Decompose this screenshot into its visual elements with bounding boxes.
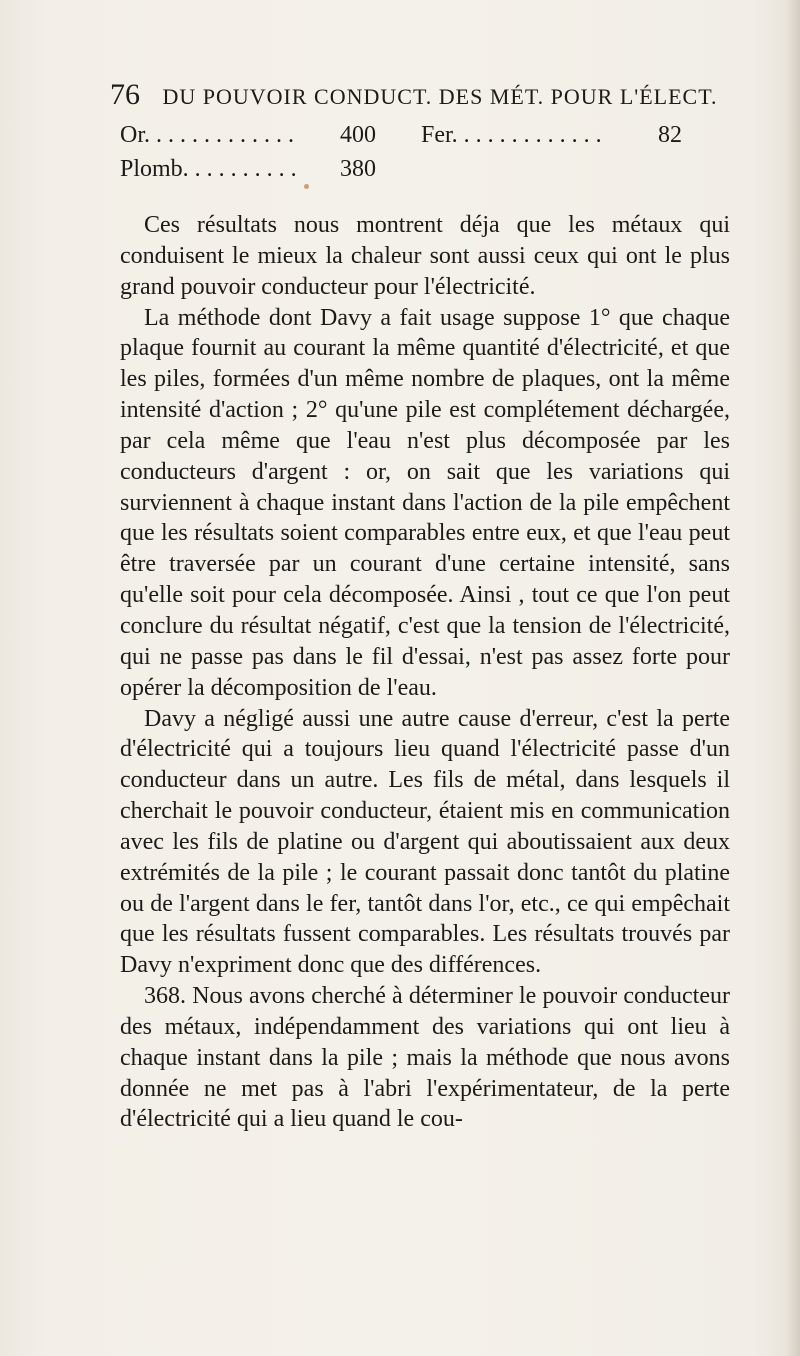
table-row (120, 118, 730, 152)
table-row (120, 152, 730, 186)
paragraph: La méthode dont Davy a fait usage suppose 1° que chaque plaque fournit au courant la même quantité d'électricité, et que les piles, formées d'un même nombre de plaques, ont la même intensité d'action ; 2° qu'une pile est complétement déchargée, par cela même que l'eau n'est plus décomposée par les conducteurs d'argent : or, on sait que les variations qui surviennent à chaque instant dans l'action de la pile empêchent que les résultats soient comparables entre eux, et que l'eau peut être traversée par un courant d'une certaine intensité, sans qu'elle soit pour cela décomposée. Ainsi , tout ce que l'on peut conclure du résultat négatif, c'est que la tension de l'électricité, qui ne passe pas dans le fil d'essai, n'est pas assez forte pour opérer la décomposition de l'eau. (120, 304, 730, 701)
table-cell-value: 82 (658, 122, 682, 148)
page-edge-shadow (786, 0, 800, 1356)
conductivity-table (120, 118, 730, 186)
table-cell-metal: Fer. . . . . . . . . . . . . (421, 122, 602, 148)
table-cell-value: 380 (340, 156, 376, 182)
paragraph: 368. Nous avons cherché à déterminer le pouvoir conducteur des métaux, indépendamment des variations qui ont lieu à chaque instant dans la pile ; mais la méthode que nous avons donnée ne met pas à l'abri l'expérimentateur, de la perte d'électricité qui a lieu quand le cou- (120, 983, 730, 1133)
paragraph: Davy a négligé aussi une autre cause d'erreur, c'est la perte d'électricité qui a toujours lieu quand l'électricité passe d'un conducteur dans un autre. Les fils de métal, dans lesquels il cherchait le pouvoir conducteur, étaient mis en communication avec les fils de platine ou d'argent qui aboutissaient aux deux extrémités de la pile ; le courant passait donc tantôt du platine ou de l'argent dans le fer, tantôt dans l'or, etc., ce qui empêchait que les résultats fussent comparables. Les résultats trouvés par Davy n'expriment donc que des différences. (120, 705, 730, 979)
page-number: 76 (110, 78, 140, 111)
table-cell-metal: Or. . . . . . . . . . . . . (120, 122, 294, 148)
table-cell-metal: Plomb. . . . . . . . . . (120, 156, 297, 182)
body-text (120, 210, 730, 1135)
running-title: DU POUVOIR CONDUCT. DES MÉT. POUR L'ÉLECT. (162, 84, 718, 109)
running-header (110, 78, 730, 112)
paragraph: Ces résultats nous montrent déja que les métaux qui conduisent le mieux la chaleur sont aussi ceux qui ont le plus grand pouvoir conducteur pour l'électricité. (120, 212, 730, 300)
ink-speck (304, 184, 309, 189)
table-cell-value: 400 (340, 122, 376, 148)
